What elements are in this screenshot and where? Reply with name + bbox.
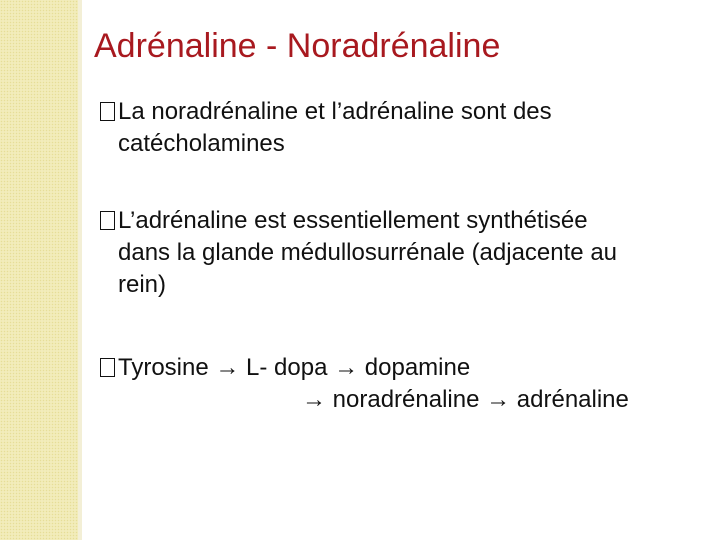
bullet-line — [100, 205, 617, 237]
bullet-text: L’adrénaline est essentiellement synthétisée — [118, 207, 588, 234]
bullet-catecholamines — [100, 96, 552, 160]
bullet-synthesis-site — [100, 205, 617, 301]
bullet-text: Tyrosine → L- dopa → dopamine — [118, 354, 471, 381]
bullet-box-icon — [100, 211, 115, 230]
decorative-side-band — [0, 0, 80, 540]
bullet-line: → noradrénaline → adrénaline — [302, 386, 629, 413]
bullet-line: dans la glande médullosurrénale (adjacente au — [118, 239, 618, 266]
bullet-line — [100, 352, 629, 384]
side-band-edge — [78, 0, 82, 540]
bullet-line: rein) — [118, 271, 167, 298]
bullet-line — [100, 96, 552, 128]
bullet-box-icon — [100, 102, 115, 121]
bullet-biosynthesis-pathway — [100, 352, 629, 416]
bullet-line: catécholamines — [118, 130, 285, 157]
slide-title: Adrénaline - Noradrénaline — [94, 27, 501, 65]
bullet-text: La noradrénaline et l’adrénaline sont des — [118, 98, 552, 125]
bullet-box-icon — [100, 358, 115, 377]
